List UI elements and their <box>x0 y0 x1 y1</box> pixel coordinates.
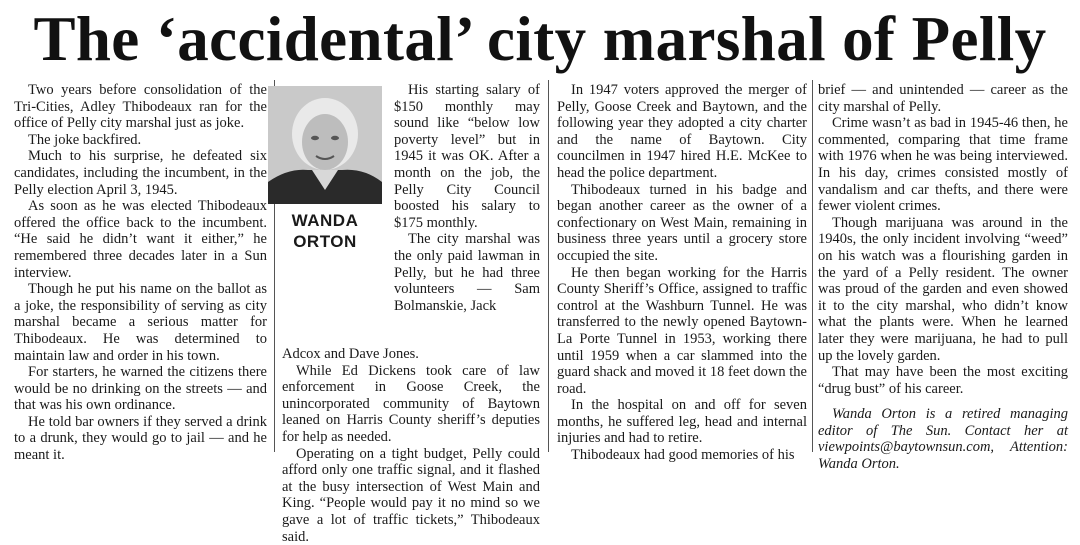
paragraph: He told bar owners if they served a drink to a drunk, they would go to jail — and he meant it. <box>14 413 267 464</box>
article-column-1 <box>14 82 267 464</box>
article-column-2-bottom <box>282 346 540 545</box>
paragraph: While Ed Dickens took care of law enforcement in Goose Creek, the unincorporated community of Baytown leaned on Harris County sheriff’s deputies for help as needed. <box>282 362 540 445</box>
headline: The ‘accidental’ city marshal of Pelly <box>33 4 1047 74</box>
column-rule <box>548 80 549 452</box>
paragraph: Crime wasn’t as bad in 1945-46 then, he commented, comparing that time frame with 1976 when he was being interviewed. In his day, crimes consisted mostly of vandalism and car thefts, and there were fewer violent crimes. <box>818 115 1068 215</box>
paragraph: Thibodeaux turned in his badge and began another career as the owner of a confectionary on West Main, remaining in business three years until a grocery store occupied the site. <box>557 181 807 264</box>
portrait-image <box>268 86 382 204</box>
paragraph: Though he put his name on the ballot as a joke, the responsibility of serving as city marshal became a serious matter for Thibodeaux. He was determined to maintain law and order in his town. <box>14 281 267 364</box>
paragraph: The joke backfired. <box>28 131 142 148</box>
paragraph: His starting salary of $150 monthly may sound like “below low poverty level” but in 1945 it was OK. After a month on the job, the Pelly City Council boosted his salary to $175 monthly. <box>394 82 540 231</box>
author-byline <box>268 210 382 252</box>
paragraph: Thibodeaux had good memories of his <box>571 447 795 464</box>
article-column-3 <box>557 82 807 464</box>
paragraph: In 1947 voters approved the merger of Pelly, Goose Creek and Baytown, and the following year they adopted a city charter and the name of Baytown. City councilmen in 1947 hired H.E. McKee to head the police department. <box>557 82 807 181</box>
byline-first-name: WANDA <box>291 211 359 230</box>
paragraph: The city marshal was the only paid lawman in Pelly, but he had three volunteers — Sam Bolmanskie, Jack <box>394 231 540 314</box>
author-credit: Wanda Orton is a retired managing editor of The Sun. Contact her at viewpoints@baytownsun.com, Attention: Wanda Orton. <box>818 406 1068 473</box>
article-column-4 <box>818 82 1068 473</box>
column-rule <box>812 80 813 452</box>
paragraph: Two years before consolidation of the Tri-Cities, Adley Thibodeaux ran for the office of Pelly city marshal just as joke. <box>14 82 267 132</box>
paragraph: That may have been the most exciting “drug bust” of his career. <box>818 364 1068 397</box>
paragraph: Much to his surprise, he defeated six candidates, including the incumbent, in the Pelly election April 3, 1945. <box>14 148 267 198</box>
author-photo-box <box>268 86 382 338</box>
paragraph: Though marijuana was around in the 1940s, the only incident involving “weed” on his watch was a flourishing garden in the yard of a Pelly resident. The owner was proud of the garden and even showed it to the city marshal, who didn’t know what the plants were. When he learned later they were marijuana, he had to pull up the lovely garden. <box>818 214 1068 364</box>
author-photo <box>268 86 382 204</box>
paragraph: Operating on a tight budget, Pelly could afford only one traffic signal, and it flashed at the busy intersection of West Main and King. “People would pay it no mind so we gave a lot of traffic tickets,” Thibodeaux said. <box>282 445 540 545</box>
paragraph: As soon as he was elected Thibodeaux offered the office back to the incumbent. “He said he didn’t want it either,” he remembered three decades later in a Sun interview. <box>14 198 267 281</box>
byline-last-name: ORTON <box>293 232 357 251</box>
paragraph: Adcox and Dave Jones. <box>282 346 419 362</box>
paragraph: For starters, he warned the citizens there would be no drinking on the streets — and that was his own ordinance. <box>14 364 267 414</box>
paragraph: brief — and unintended — career as the city marshal of Pelly. <box>818 82 1068 115</box>
article-column-2-top <box>394 82 540 314</box>
paragraph: In the hospital on and off for seven months, he suffered leg, head and internal injuries and had to retire. <box>557 397 807 447</box>
paragraph: He then began working for the Harris County Sheriff’s Office, assigned to traffic control at the Washburn Tunnel. He was transferred to the newly opened Baytown-La Porte Tunnel in 1953, working there until 1959 when a car slammed into the guard shack and moved it 18 feet down the road. <box>557 264 807 397</box>
